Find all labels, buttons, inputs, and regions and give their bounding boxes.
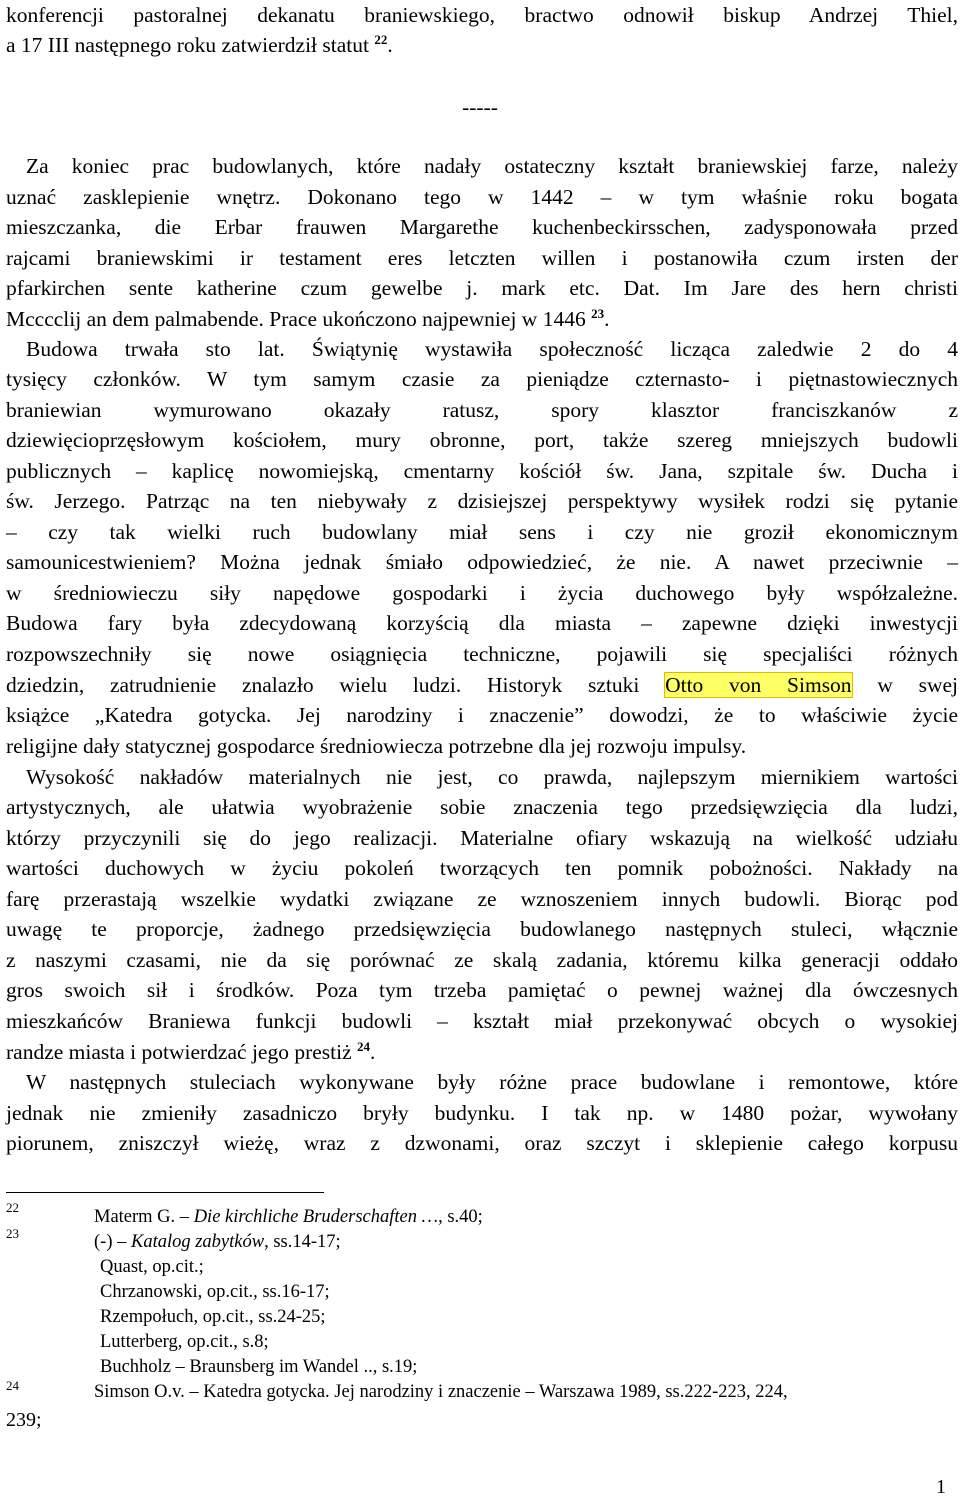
body-line: Budowa trwała sto lat. Świątynię wystawiła społeczność licząca zaledwie 2 do 4 — [26, 337, 958, 361]
body-line: dziedzin, zatrudnienie znalazło wielu ludzi. Historyk sztuki Otto von Simson w swej — [6, 673, 958, 697]
body-line: randze miasta i potwierdzać jego prestiż $^{24}$. — [6, 1038, 376, 1064]
body-line: mieszkańców Braniewa funkcji budowli – kształt miał przekonywać obcych o wysokiej — [6, 1009, 958, 1033]
footnote-ref-24[interactable]: 24 — [357, 1038, 371, 1054]
body-line: książce „Katedra gotycka. Jej narodziny i znaczenie” dowodzi, że to właściwie życie — [6, 703, 958, 727]
body-line: w średniowieczu siły napędowe gospodarki i życia duchowego były współzależne. — [6, 581, 958, 605]
footnote-22: Materm G. – Die kirchliche Bruderschaften …, s.40; — [94, 1207, 483, 1227]
body-line: piorunem, zniszczył wieżę, wraz z dzwonami, oraz szczyt i sklepienie całego korpusu — [6, 1131, 958, 1155]
body-line: konferencji pastoralnej dekanatu braniewskiego, bractwo odnowił biskup Andrzej Thiel, — [6, 3, 958, 27]
body-line: – czy tak wielki ruch budowlany miał sens i czy nie groził ekonomicznym — [6, 520, 958, 544]
body-line: wartości duchowych w życiu pokoleń tworzących ten pomnik pobożności. Nakłady na — [6, 856, 958, 880]
footnote-ref-22[interactable]: 22 — [374, 31, 388, 47]
body-line: samounicestwieniem? Można jednak śmiało odpowiedzieć, że nie. A nawet przeciwnie – — [6, 550, 958, 574]
body-line: Mcccclij an dem palmabende. Prace ukończono najpewniej w 1446 $^{23}$. — [6, 305, 610, 331]
body-line: rozpowszechniły się nowe osiągnięcia techniczne, pojawili się specjaliści różnych — [6, 642, 958, 666]
footnote-ref-23[interactable]: 23 — [591, 305, 605, 321]
footnote-23-line: Chrzanowski, op.cit., ss.16-17; — [100, 1282, 330, 1302]
footnote-23-line: Lutterberg, op.cit., s.8; — [100, 1332, 269, 1352]
body-line: artystycznych, ale ułatwia wyobrażenie sobie znaczenia tego przedsięwzięcia dla ludzi, — [6, 795, 958, 819]
footnote-24: Simson O.v. – Katedra gotycka. Jej narodziny i znaczenie – Warszawa 1989, ss.222-223, 224, — [94, 1382, 788, 1402]
highlighted-name[interactable]: Otto von Simson — [665, 673, 852, 697]
footnote-number: 24 — [6, 1378, 19, 1393]
body-line: Wysokość nakładów materialnych nie jest, co prawda, najlepszym miernikiem wartości — [26, 765, 958, 789]
footnote-23-line: Rzempołuch, op.cit., ss.24-25; — [100, 1307, 326, 1327]
footnote-23: (-) – Katalog zabytków, ss.14-17; — [94, 1232, 341, 1252]
section-separator: ----- — [462, 95, 498, 119]
body-line: rajcami braniewskimi ir testament eres letczten willen i postanowiła czum irsten der — [6, 246, 958, 270]
body-line: mieszczanka, die Erbar frauwen Margarethe kuchenbeckirsschen, zadysponowała przed — [6, 215, 958, 239]
page-number: 1 — [936, 1476, 946, 1498]
body-line: W następnych stuleciach wykonywane były różne prace budowlane i remontowe, które — [26, 1070, 958, 1094]
body-line: publicznych – kaplicę nowomiejską, cmentarny kościół św. Jana, szpitale św. Ducha i — [6, 459, 958, 483]
footnote-23-line: Quast, op.cit.; — [100, 1257, 204, 1277]
footnote-number: 23 — [6, 1226, 19, 1241]
body-line: którzy przyczynili się do jego realizacji. Materialne ofiary wskazują na wielkość udziału — [6, 826, 958, 850]
body-line: pfarkirchen sente katherine czum gewelbe j. mark etc. Dat. Im Jare des hern christi — [6, 276, 958, 300]
footnote-24-continuation: 239; — [6, 1409, 42, 1431]
body-line: tysięcy członków. W tym samym czasie za pieniądze czternasto- i piętnastowiecznych — [6, 367, 958, 391]
body-line: św. Jerzego. Patrząc na ten niebywały z dzisiejszej perspektywy wysiłek rodzi się pytanie — [6, 489, 958, 513]
body-line: uwagę te proporcje, żadnego przedsięwzięcia budowlanego następnych stuleci, włącznie — [6, 917, 958, 941]
body-line: a 17 III następnego roku zatwierdził statut $^{22}$. — [6, 31, 393, 57]
footnote-number: 22 — [6, 1200, 19, 1215]
footnote-divider — [6, 1192, 324, 1193]
body-line: jednak nie zmieniły zasadniczo bryły budynku. I tak np. w 1480 pożar, wywołany — [6, 1101, 958, 1125]
body-line: braniewian wymurowano okazały ratusz, spory klasztor franciszkanów z — [6, 398, 958, 422]
body-line: dziewięcioprzęsłowym kościołem, mury obronne, port, także szereg mniejszych budowli — [6, 428, 958, 452]
body-line: religijne dały statycznej gospodarce średniowiecza potrzebne dla jej rozwoju impulsy. — [6, 734, 747, 758]
body-line: uznać zasklepienie wnętrz. Dokonano tego w 1442 – w tym właśnie roku bogata — [6, 185, 958, 209]
body-line: Za koniec prac budowlanych, które nadały ostateczny kształt braniewskiej farze, należy — [26, 154, 958, 178]
body-line: z naszymi czasami, nie da się porównać ze skalą zadania, któremu kilka generacji oddało — [6, 948, 958, 972]
body-line: farę przerastają wszelkie wydatki związane ze wznoszeniem innych budowli. Biorąc pod — [6, 887, 958, 911]
body-line: gros swoich sił i środków. Poza tym trzeba pamiętać o pewnej ważnej dla ówczesnych — [6, 978, 958, 1002]
body-line: Budowa fary była zdecydowaną korzyścią dla miasta – zapewne dzięki inwestycji — [6, 611, 958, 635]
footnote-23-line: Buchholz – Braunsberg im Wandel .., s.19; — [100, 1357, 418, 1377]
